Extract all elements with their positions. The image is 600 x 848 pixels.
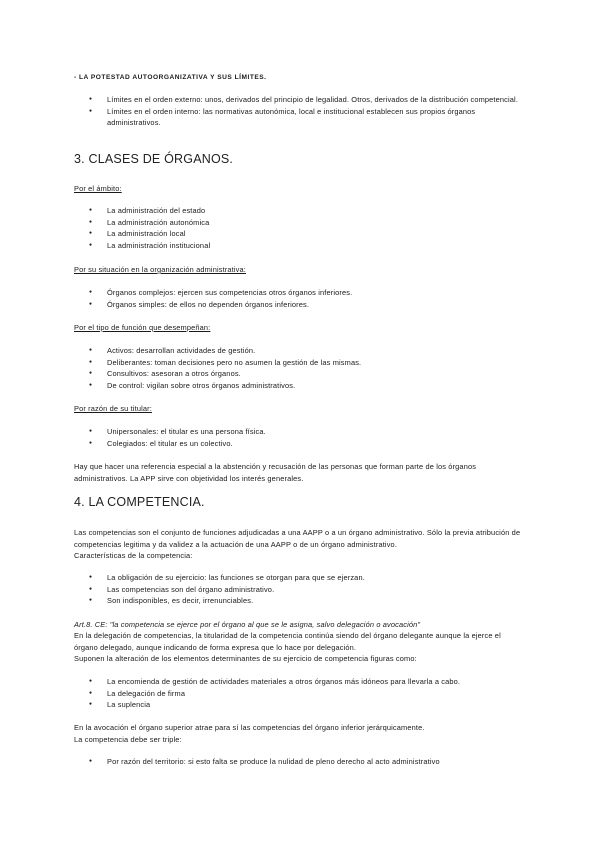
triple-list <box>74 756 526 768</box>
intro-line: - LA POTESTAD AUTOORGANIZATIVA Y SUS LÍMITES. <box>74 74 267 81</box>
list-item: ● Límites en el orden externo: unos, derivados del principio de legalidad. Otros, derivados de la distribución competencial. <box>74 94 526 106</box>
list-item: ● La administración institucional <box>74 240 526 252</box>
suponen-paragraph: Suponen la alteración de los elementos determinantes de su ejercicio de competencia figuras como: <box>74 654 417 663</box>
list-item: ● La administración autonómica <box>74 217 526 229</box>
funcion-heading: Por el tipo de función que desempeñan: <box>74 323 211 332</box>
list-item: ● La delegación de firma <box>74 688 526 700</box>
list-item: ● Consultivos: asesoran a otros órganos. <box>74 368 526 380</box>
list-item: ● Las competencias son del órgano administrativo. <box>74 584 526 596</box>
figuras-list <box>74 676 526 711</box>
list-item: ● La suplencia <box>74 699 526 711</box>
situacion-list <box>74 287 526 310</box>
caracteristicas-list <box>74 572 526 607</box>
list-item: ● La administración local <box>74 228 526 240</box>
list-item: ● Órganos simples: de ellos no dependen órganos inferiores. <box>74 299 526 311</box>
list-item: ● Límites en el orden interno: las normativas autonómica, local e institucional establecen sus propios órganos administrativos. <box>74 106 526 129</box>
list-item: ● La administración del estado <box>74 205 526 217</box>
delegacion-paragraph: En la delegación de competencias, la titularidad de la competencia continúa siendo del órgano delegante aunque la ejerce el órgano delegado, aunque indicando de forma expresa que lo hace por delegación. <box>74 631 501 652</box>
list-item: ● La obligación de su ejercicio: las funciones se otorgan para que se ejerzan. <box>74 572 526 584</box>
list-item: ● De control: vigilan sobre otros órganos administrativos. <box>74 380 526 392</box>
triple-label: La competencia debe ser triple: <box>74 735 182 744</box>
list-item: ● Unipersonales: el titular es una persona física. <box>74 426 526 438</box>
list-item: ● Son indisponibles, es decir, irrenunciables. <box>74 595 526 607</box>
competencia-paragraph: Las competencias son el conjunto de funciones adjudicadas a una AAPP o a un órgano administrativo. Sólo la previa atribución de competencias legitima y da validez a la actuación de una AAPP o de un órgano administrativo. <box>74 528 521 549</box>
list-item: ● Órganos complejos: ejercen sus competencias otros órganos inferiores. <box>74 287 526 299</box>
limits-list <box>74 94 526 129</box>
list-item: ● Activos: desarrollan actividades de gestión. <box>74 345 526 357</box>
situacion-heading: Por su situación en la organización administrativa: <box>74 265 246 274</box>
list-item: ● Colegiados: el titular es un colectivo. <box>74 438 526 450</box>
section-3-title: 3. CLASES DE ÓRGANOS. <box>74 152 234 166</box>
art8-quote: Art.8. CE: "la competencia se ejerce por el órgano al que se le asigna, salvo delegación o avocación" <box>74 620 421 629</box>
ambito-list <box>74 205 526 251</box>
list-item: ● Por razón del territorio: si esto falta se produce la nulidad de pleno derecho al acto administrativo <box>74 756 526 768</box>
list-item: ● Deliberantes: toman decisiones pero no asumen la gestión de las mismas. <box>74 357 526 369</box>
list-item: ● La encomienda de gestión de actividades materiales a otros órganos más idóneos para llevarla a cabo. <box>74 676 526 688</box>
ambito-heading: Por el ámbito: <box>74 184 122 193</box>
abstencion-paragraph: Hay que hacer una referencia especial a la abstención y recusación de las personas que forman parte de los órganos administrativos. La APP sirve con objetividad los interés generales. <box>74 462 477 483</box>
caracteristicas-label: Características de la competencia: <box>74 551 193 560</box>
titular-list <box>74 426 526 449</box>
section-4-title: 4. LA COMPETENCIA. <box>74 495 205 509</box>
funcion-list <box>74 345 526 391</box>
avocacion-paragraph: En la avocación el órgano superior atrae para sí las competencias del órgano inferior jerárquicamente. <box>74 723 425 732</box>
titular-heading: Por razón de su titular: <box>74 404 152 413</box>
